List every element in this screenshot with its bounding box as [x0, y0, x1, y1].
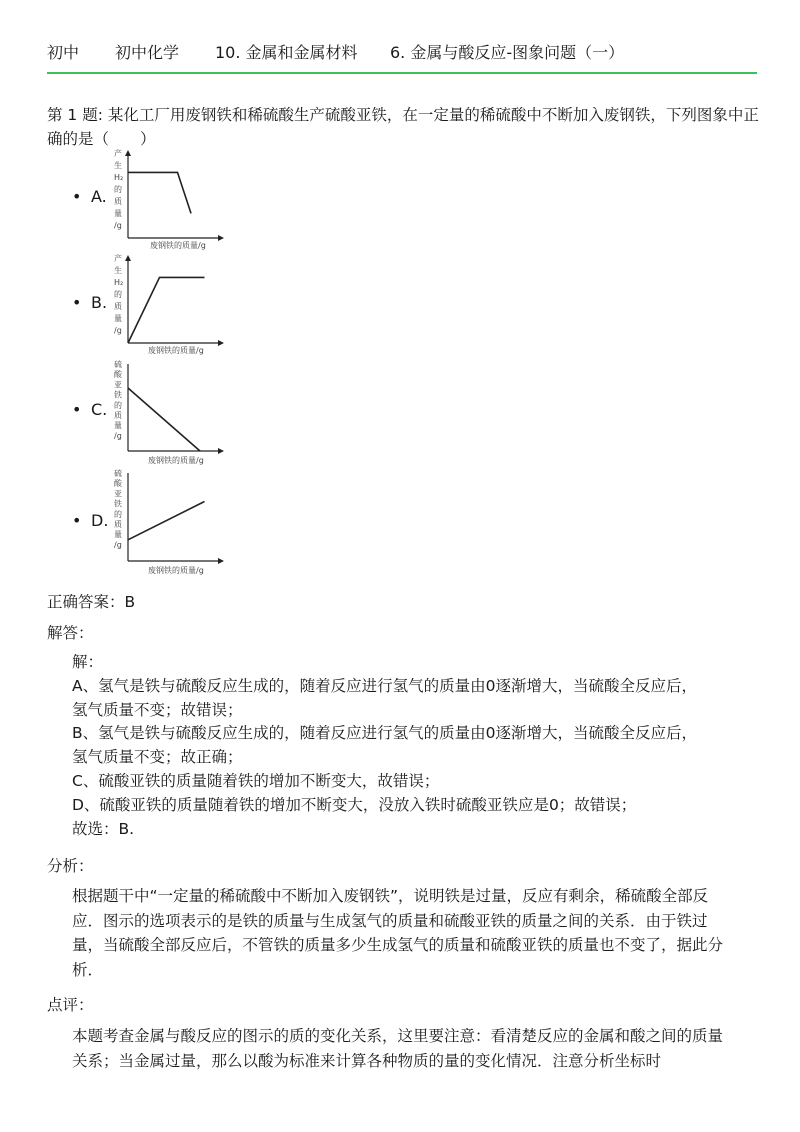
y-axis-label-char: 产	[114, 254, 122, 263]
data-line	[128, 388, 200, 451]
y-axis-label	[114, 253, 123, 335]
answer-value: B	[124, 593, 136, 611]
question-text: 第 1 题: 某化工厂用废钢铁和稀硫酸生产硫酸亚铁，在一定量的稀硫酸中不断加入废钢铁，下列图象中正确的是（ ）	[47, 106, 759, 148]
y-axis-label-char: 亚	[114, 489, 122, 499]
y-axis-label-char: 硫	[114, 360, 122, 369]
y-axis-label-char: 铁	[114, 499, 122, 509]
comment-heading: 点评：	[47, 996, 94, 1014]
option-c-graph	[112, 359, 232, 471]
analysis-text: 根据题干中“一定量的稀硫酸中不断加入废钢铁”，说明铁是过量，反应有剩余，稀硫酸全部反应．图示的选项表示的是铁的质量与生成氢气的质量和硫酸亚铁的质量之间的关系．由于铁过量，当硫酸全部反应后，不管铁的质量多少生成氢气的质量和硫酸亚铁的质量也不变了，据此分析．	[72, 887, 724, 979]
header-topic: 6. 金属与酸反应-图象问题（一）	[390, 43, 625, 62]
x-axis-arrow	[218, 448, 224, 454]
solution-line: C、硫酸亚铁的质量随着铁的增加不断变大，故错误；	[72, 771, 440, 790]
solution-line: A、氢气是铁与硫酸反应生成的，随着反应进行氢气的质量由0逐渐增大，当硫酸全反应后，	[72, 676, 697, 695]
x-axis-arrow	[218, 340, 224, 346]
solution-line: 氢气质量不变；故错误；	[72, 700, 243, 719]
solution-line: 故选：B.	[72, 819, 135, 838]
y-axis-label-char: 质	[114, 197, 122, 206]
solution-line: D、硫酸亚铁的质量随着铁的增加不断变大，没放入铁时硫酸亚铁应是0；故错误；	[72, 795, 637, 814]
x-axis-label: 废钢铁的质量/g	[148, 456, 204, 465]
y-axis-label-char: 量	[114, 530, 122, 540]
option-label: C.	[91, 400, 108, 419]
y-axis-label-char: 酸	[114, 479, 122, 489]
y-axis-label-char: 质	[114, 302, 122, 311]
header-level: 初中	[47, 43, 80, 62]
y-axis-label-char: 产	[114, 149, 122, 158]
data-line	[128, 502, 205, 540]
y-axis-arrow	[125, 255, 131, 261]
y-axis-label-char: 酸	[114, 370, 122, 380]
option-c[interactable]	[72, 359, 232, 471]
y-axis-label-char: /g	[114, 326, 122, 335]
y-axis-label-char: 的	[114, 509, 122, 519]
y-axis-label-char: 质	[114, 411, 122, 420]
x-axis-arrow	[218, 235, 224, 241]
analysis-heading: 分析：	[47, 857, 94, 875]
header-chapter: 10. 金属和金属材料	[215, 43, 358, 62]
y-axis-label	[114, 148, 123, 230]
solution-line: B、氢气是铁与硫酸反应生成的，随着反应进行氢气的质量由0逐渐增大，当硫酸全反应后，	[72, 724, 697, 743]
y-axis-label-char: 量	[114, 209, 122, 218]
y-axis-label-char: 生	[114, 266, 122, 275]
option-b-graph	[112, 253, 232, 365]
option-label: D.	[91, 511, 109, 530]
y-axis-label-char: /g	[114, 221, 122, 230]
option-label: B.	[91, 293, 108, 312]
solution-body	[72, 651, 732, 841]
data-line	[128, 172, 191, 213]
solution-line: 解：	[72, 653, 104, 671]
y-axis-label	[114, 359, 123, 440]
comment-text: 本题考查金属与酸反应的图示的质的变化关系，这里要注意：看清楚反应的金属和酸之间的质量关系；当金属过量，那么以酸为标准来计算各种物质的量的变化情况．注意分析坐标时	[72, 1027, 724, 1070]
y-axis-label-char: /g	[114, 431, 122, 441]
y-axis-label-char: 的	[114, 400, 122, 410]
option-a-graph	[112, 148, 232, 260]
bullet: •	[72, 187, 82, 206]
y-axis-label-char: 亚	[114, 380, 122, 390]
header-subject: 初中化学	[115, 43, 180, 62]
y-axis-label-char: /g	[114, 540, 122, 550]
bullet: •	[72, 511, 82, 530]
page-header	[47, 38, 757, 74]
solution-line: 氢气质量不变；故正确；	[72, 748, 243, 767]
y-axis-label-char: 的	[114, 290, 122, 299]
bullet: •	[72, 400, 82, 419]
y-axis-label-char: 生	[114, 161, 122, 170]
answer-line	[47, 590, 135, 612]
solution-heading: 解答：	[47, 624, 94, 642]
x-axis-label: 废钢铁的质量/g	[150, 241, 206, 250]
y-axis-label-char: 硫	[114, 469, 122, 478]
x-axis-label: 废钢铁的质量/g	[148, 566, 204, 575]
y-axis-label-char: 铁	[114, 390, 122, 400]
bullet: •	[72, 293, 82, 312]
option-label: A.	[91, 187, 107, 206]
y-axis-label-char: 量	[114, 421, 122, 431]
option-a[interactable]	[72, 148, 232, 260]
answer-label: 正确答案：	[47, 593, 125, 611]
y-axis-label-char: 质	[114, 520, 122, 529]
option-d[interactable]	[72, 468, 232, 580]
y-axis-label-char: H₂	[114, 278, 124, 287]
y-axis-label-char: 的	[114, 185, 122, 194]
x-axis-label: 废钢铁的质量/g	[148, 346, 204, 355]
option-d-graph	[112, 468, 232, 580]
y-axis-label-char: H₂	[114, 173, 124, 182]
y-axis-label-char: 量	[114, 314, 122, 323]
y-axis-label	[114, 468, 123, 549]
y-axis-arrow	[125, 150, 131, 156]
x-axis-arrow	[218, 558, 224, 564]
option-b[interactable]	[72, 253, 232, 365]
data-line	[128, 277, 205, 343]
